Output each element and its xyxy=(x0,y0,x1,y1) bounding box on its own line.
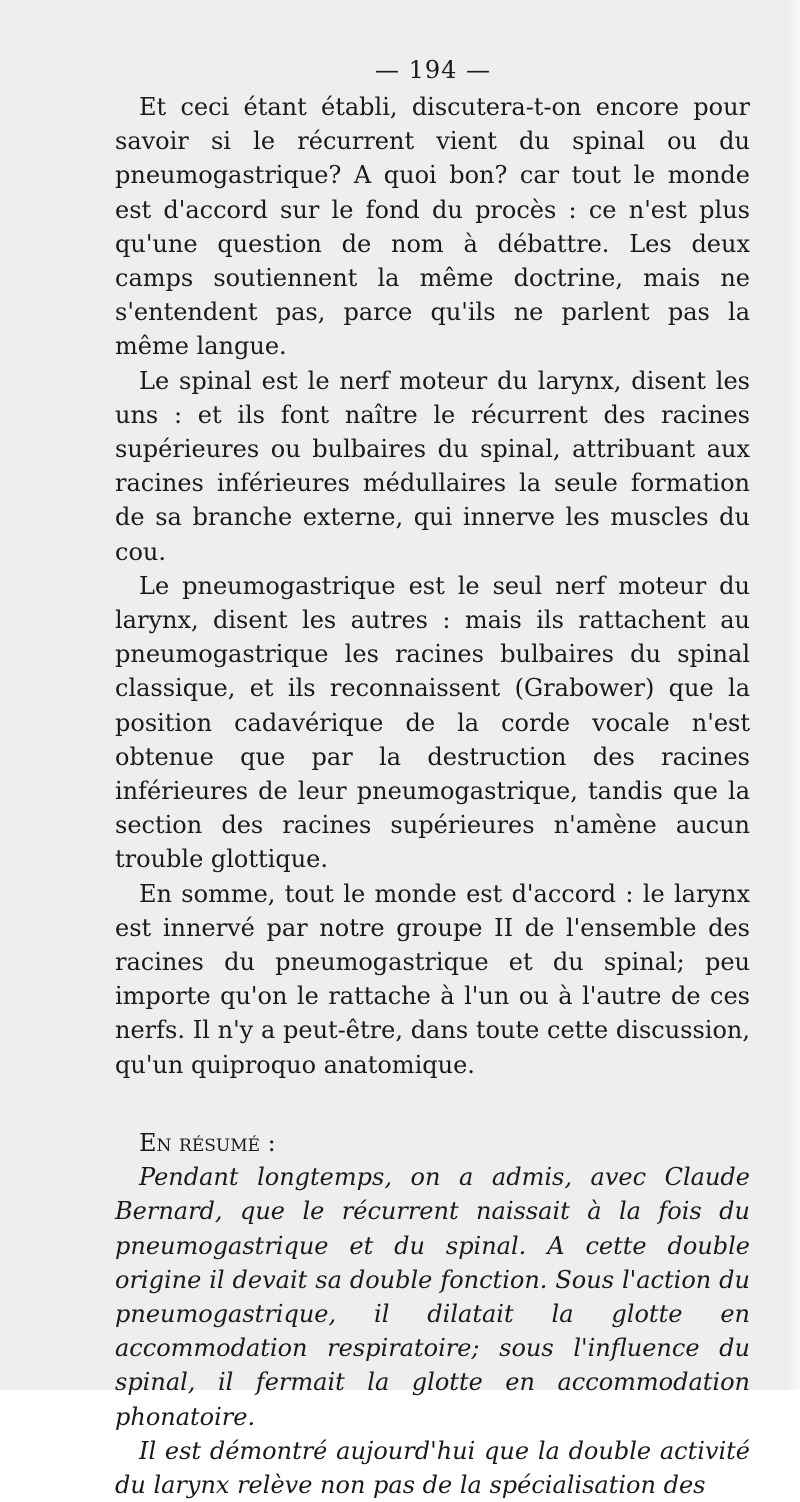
body-text xyxy=(115,90,750,1502)
paragraph-1: Et ceci étant établi, discutera-t-on encore pour savoir si le récurrent vient du spinal ou du pneumogastrique? A quoi bon? car tout le monde est d'accord sur le fond du procès : ce n'est plus qu'une question de nom à débattre. Les deux camps soutiennent la même doctrine, mais ne s'entendent pas, parce qu'ils ne parlent pas la même langue. xyxy=(115,93,750,361)
summary-paragraph-1: Pendant longtemps, on a admis, avec Claude Bernard, que le récurrent naissait à la fois du pneumogastrique et du spinal. A cette double origine il devait sa double fonction. Sous l'action du pneumogastrique, il dilatait la glotte en accommodation respiratoire; sous l'influence du spinal, il fermait la glotte en accommodation phonatoire. xyxy=(115,1163,750,1431)
paragraph-4: En somme, tout le monde est d'accord : le larynx est innervé par notre groupe II de l'ensemble des racines du pneumogastrique et du spinal; peu importe qu'on le rattache à l'un ou à l'autre de ces nerfs. Il n'y a peut-être, dans toute cette discussion, qu'un quiproquo anatomique. xyxy=(115,879,750,1079)
summary-heading: En résumé : xyxy=(139,1128,276,1157)
summary-paragraph-2: Il est démontré aujourd'hui que la double activité du larynx relève non pas de la spécialisation des xyxy=(115,1436,750,1499)
page-number: — 194 — xyxy=(374,56,492,84)
paragraph-2: Le spinal est le nerf moteur du larynx, disent les uns : et ils font naître le récurrent des racines supérieures ou bulbaires du spinal, attribuant aux racines inférieures médullaires la seule formation de sa branche externe, qui innerve les muscles du cou. xyxy=(115,366,750,566)
paragraph-3: Le pneumogastrique est le seul nerf moteur du larynx, disent les autres : mais ils rattachent au pneumogastrique les racines bulbaires du spinal classique, et ils reconnaissent (Grabower) que la position cadavérique de la corde vocale n'est obtenue que par la destruction des racines inférieures de leur pneumogastrique, tandis que la section des racines supérieures n'amène aucun trouble glottique. xyxy=(115,571,750,874)
